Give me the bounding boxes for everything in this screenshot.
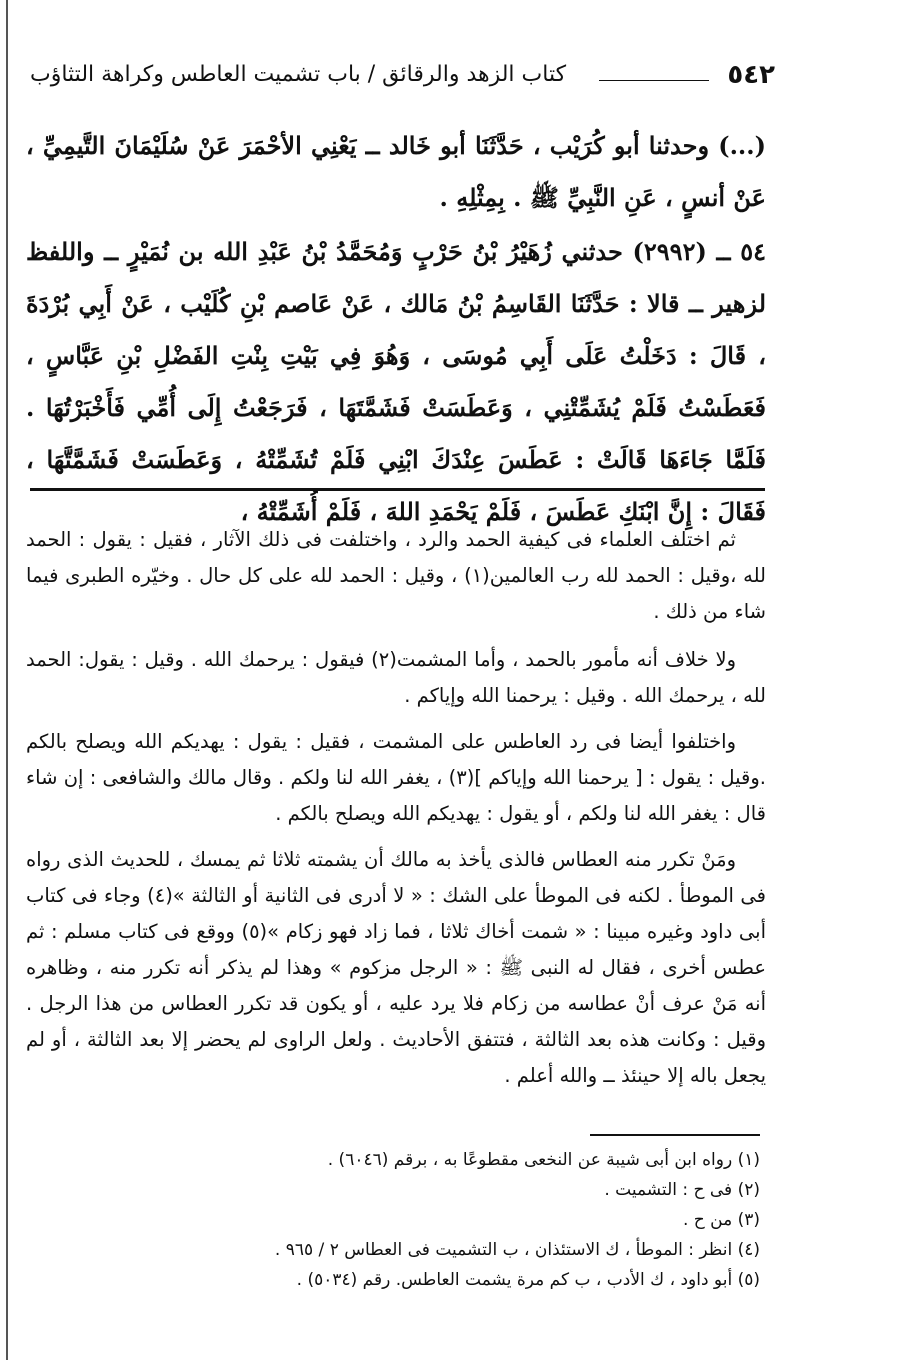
commentary-paragraph-4 (26, 842, 766, 1094)
section-divider (30, 488, 765, 491)
commentary-paragraph-2 (26, 642, 766, 714)
footnote-rule (590, 1134, 760, 1136)
commentary-text-2: ولا خلاف أنه مأمور بالحمد ، وأما المشمت(٢) فيقول : يرحمك الله . وقيل : يقول: الحمد لله ، يرحمك الله . وقيل : يرحمنا الله وإياكم . (26, 648, 766, 707)
running-header (30, 60, 775, 94)
page-number: ٥٤٢ (727, 60, 775, 90)
commentary-text-1: ثم اختلف العلماء فى كيفية الحمد والرد ، واختلفت فى ذلك الآثار ، فقيل : يقول : الحمد لله ،وقيل : الحمد لله رب العالمين(١) ، وقيل : الحمد لله على كل حال . وخيّره الطبرى فيما شاء من ذلك . (26, 528, 766, 623)
commentary-text-3: واختلفوا أيضا فى رد العاطس على المشمت ، فقيل : يقول : يهديكم الله ويصلح بالكم .وقيل : يقول : [ يرحمنا الله وإياكم ](٣) ، يغفر الله لنا ولكم . وقال مالك والشافعى : إن شاء قال : يغفر الله لنا ولكم ، أو يقول : يهديكم الله ويصلح بالكم . (26, 730, 766, 825)
footnote-1: (١) رواه ابن أبى شيبة عن النخعى مقطوعًا به ، برقم (٦٠٤٦) . (327, 1150, 760, 1170)
footnote-5: (٥) أبو داود ، ك الأدب ، ب كم مرة يشمت العاطس. رقم (٥٠٣٤) . (296, 1270, 760, 1290)
footnote-4: (٤) انظر : الموطأ ، ك الاستئذان ، ب التشميت فى العطاس ٢ / ٩٦٥ . (274, 1240, 760, 1260)
hadith-main (26, 226, 766, 538)
commentary-paragraph-3 (26, 724, 766, 832)
footnote-2: (٢) فى ح : التشميت . (604, 1180, 760, 1200)
commentary-paragraph-1 (26, 522, 766, 630)
page-edge-line (6, 0, 8, 1360)
footnote-3: (٣) من ح . (682, 1210, 760, 1230)
hadith-previous (26, 120, 766, 224)
running-title: كتاب الزهد والرقائق / باب تشميت العاطس وكراهة التثاؤب (30, 62, 567, 87)
commentary-text-4: ومَنْ تكرر منه العطاس فالذى يأخذ به مالك أن يشمته ثلاثا ثم يمسك ، للحديث الذى رواه فى الموطأ . لكنه فى الموطأ على الشك : « لا أدرى فى الثانية أو الثالثة »(٤) وجاء فى كتاب أبى داود وغيره مبينا : « شمت أخاك ثلاثا ، فما زاد فهو زكام »(٥) ووقع فى كتاب مسلم : ثم عطس أخرى ، فقال له النبى ﷺ : « الرجل مزكوم » وهذا لم يذكر أنه تكرر منه ، وظاهره أنه مَنْ عرف أنْ عطاسه من زكام فلا يرد عليه ، أو يكون قد تكرر العطاس من هذا الرجل . وقيل : وكانت هذه بعد الثالثة ، فتتفق الأحاديث . ولعل الراوى لم يحضر إلا بعد الثالثة ، أو لم يجعل باله إلا حينئذ ــ والله أعلم . (26, 848, 766, 1087)
header-rule (599, 80, 709, 81)
hadith-main-text: ٥٤ ــ (٢٩٩٢) حدثني زُهَيْرُ بْنُ حَرْبٍ وَمُحَمَّدُ بْنُ عَبْدِ الله بن نُمَيْرٍ ــ واللفظ لزهير ــ قالا : حَدَّثَنَا القَاسِمُ بْنُ مَالك ، عَنْ عَاصم بْنِ كُلَيْب ، عَنْ أَبِي بُرْدَةَ ، قَالَ : دَخَلْتُ عَلَى أَبِي مُوسَى ، وَهُوَ فِي بَيْتِ بِنْتِ الفَضْلِ بْنِ عَبَّاسٍ ، فَعَطَسْتُ فَلَمْ يُشَمِّتْنِي ، وَعَطَسَتْ فَشَمَّتَهَا ، فَرَجَعْتُ إِلَى أُمِّي فَأَخْبَرْتُهَا . فَلَمَّا جَاءَهَا قَالَتْ : عَطَسَ عِنْدَكَ ابْنِي فَلَمْ تُشَمِّتْهُ ، وَعَطَسَتْ فَشَمَّتَّهَا ، فَقَالَ : إِنَّ ابْنَكِ عَطَسَ ، فَلَمْ يَحْمَدِ اللهَ ، فَلَمْ أُشَمِّتْهُ ، (26, 237, 766, 526)
footnotes (40, 1145, 760, 1295)
hadith-previous-text: (...) وحدثنا أبو كُرَيْب ، حَدَّثَنَا أبو خَالد ــ يَعْنِي الأحْمَرَ عَنْ سُلَيْمَانَ التَّيمِيِّ ، عَنْ أنسٍ ، عَنِ النَّبِيِّ ﷺ . بِمِثْلِهِ . (26, 131, 766, 212)
